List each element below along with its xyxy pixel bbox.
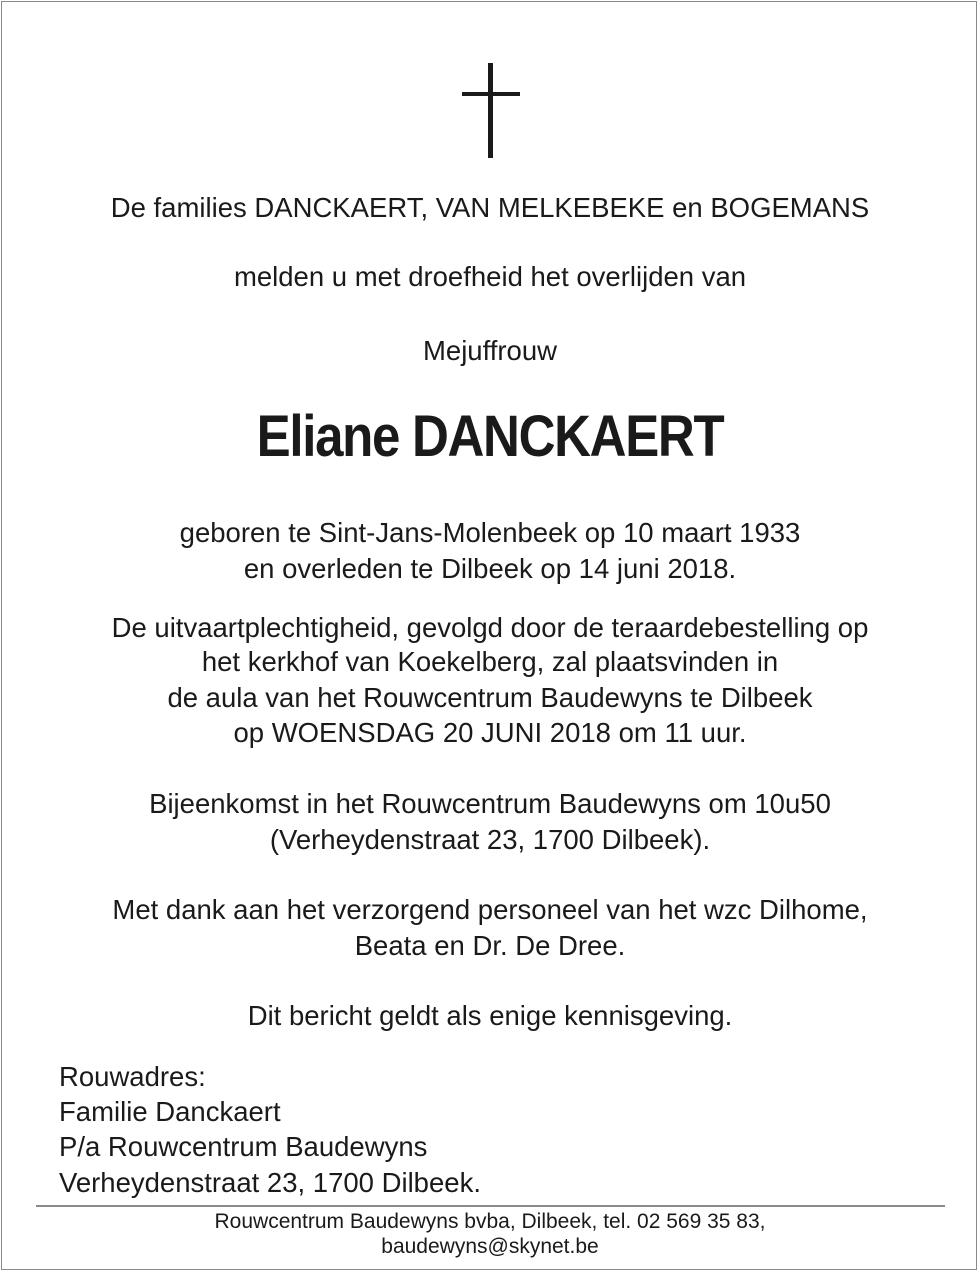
address-label: Rouwadres:: [59, 1061, 206, 1092]
ceremony-line-3: de aula van het Rouwcentrum Baudewyns te Dilbeek: [167, 682, 813, 713]
ceremony-line-4: op WOENSDAG 20 JUNI 2018 om 11 uur.: [233, 717, 747, 748]
meeting-line-1: Bijeenkomst in het Rouwcentrum Baudewyns om 10u50: [149, 788, 831, 819]
footer-company-line: Rouwcentrum Baudewyns bvba, Dilbeek, tel. 02 569 35 83,: [214, 1210, 766, 1233]
footer-email-line: baudewyns@skynet.be: [381, 1235, 599, 1258]
death-line: en overleden te Dilbeek op 14 juni 2018.: [243, 553, 737, 584]
thanks-line-1: Met dank aan het verzorgend personeel van het wzc Dilhome,: [112, 894, 868, 925]
birth-line: geboren te Sint-Jans-Molenbeek op 10 maart 1933: [179, 517, 801, 548]
address-care-of: P/a Rouwcentrum Baudewyns: [59, 1131, 428, 1162]
meeting-line-2: (Verheydenstraat 23, 1700 Dilbeek).: [269, 824, 711, 855]
ceremony-line-1: De uitvaartplechtigheid, gevolgd door de teraardebestelling op: [111, 612, 869, 643]
families-line: De families DANCKAERT, VAN MELKEBEKE en BOGEMANS: [110, 192, 870, 223]
ceremony-line-2: het kerkhof van Koekelberg, zal plaatsvinden in: [201, 646, 779, 677]
cross-icon: [462, 63, 520, 158]
footer-divider: [36, 1205, 945, 1207]
intro-line: melden u met droefheid het overlijden van: [233, 261, 747, 292]
address-family: Familie Danckaert: [59, 1096, 281, 1127]
title-line: Mejuffrouw: [423, 335, 557, 366]
address-street: Verheydenstraat 23, 1700 Dilbeek.: [59, 1167, 481, 1198]
deceased-name: Eliane DANCKAERT: [256, 404, 724, 469]
notice-line: Dit bericht geldt als enige kennisgeving.: [247, 1000, 733, 1031]
thanks-line-2: Beata en Dr. De Dree.: [354, 930, 626, 961]
